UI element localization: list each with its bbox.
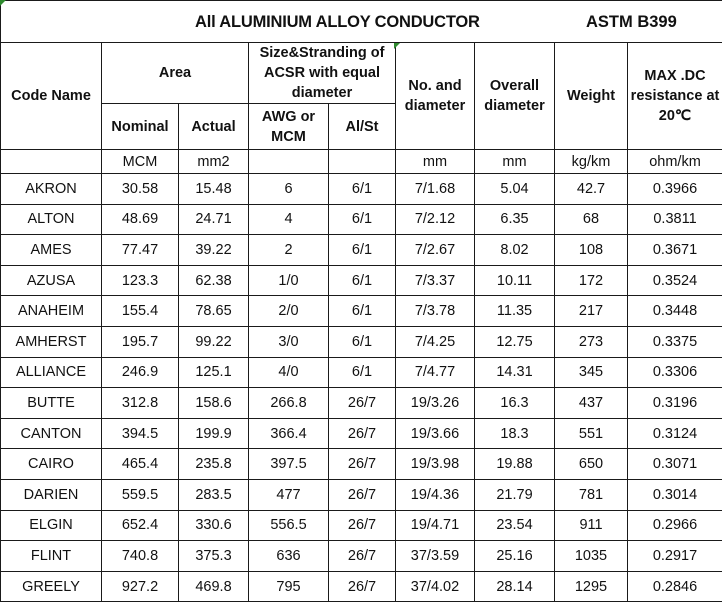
cell-nominal: 195.7 bbox=[102, 326, 179, 357]
cell-nominal: 465.4 bbox=[102, 449, 179, 480]
cell-resistance: 0.3811 bbox=[628, 204, 722, 235]
cell-code-name: DARIEN bbox=[1, 479, 102, 510]
cell-resistance: 0.3524 bbox=[628, 265, 722, 296]
cell-nominal: 927.2 bbox=[102, 571, 179, 602]
cell-actual: 199.9 bbox=[179, 418, 249, 449]
cell-weight: 172 bbox=[555, 265, 628, 296]
cell-code-name: CAIRO bbox=[1, 449, 102, 480]
cell-actual: 330.6 bbox=[179, 510, 249, 541]
cell-resistance: 0.3124 bbox=[628, 418, 722, 449]
cell-overall-diameter: 18.3 bbox=[475, 418, 555, 449]
cell-awg: 3/0 bbox=[249, 326, 329, 357]
cell-overall-diameter: 8.02 bbox=[475, 235, 555, 266]
unit-actual: mm2 bbox=[179, 150, 249, 174]
cell-no-diameter: 7/3.78 bbox=[396, 296, 475, 327]
cell-weight: 217 bbox=[555, 296, 628, 327]
cell-awg: 1/0 bbox=[249, 265, 329, 296]
cell-overall-diameter: 16.3 bbox=[475, 388, 555, 419]
cell-resistance: 0.2917 bbox=[628, 541, 722, 572]
units-row bbox=[1, 150, 722, 174]
table-row bbox=[1, 418, 722, 449]
cell-no-diameter: 7/1.68 bbox=[396, 174, 475, 205]
cell-alst: 6/1 bbox=[329, 204, 396, 235]
cell-actual: 158.6 bbox=[179, 388, 249, 419]
cell-nominal: 123.3 bbox=[102, 265, 179, 296]
table-row bbox=[1, 235, 722, 266]
cell-weight: 911 bbox=[555, 510, 628, 541]
cell-code-name: BUTTE bbox=[1, 388, 102, 419]
cell-alst: 26/7 bbox=[329, 449, 396, 480]
cell-resistance: 0.3196 bbox=[628, 388, 722, 419]
header-awg: AWG or MCM bbox=[249, 104, 329, 150]
unit-overall-diameter: mm bbox=[475, 150, 555, 174]
cell-alst: 6/1 bbox=[329, 235, 396, 266]
cell-alst: 26/7 bbox=[329, 418, 396, 449]
cell-nominal: 30.58 bbox=[102, 174, 179, 205]
table-row bbox=[1, 326, 722, 357]
cell-weight: 273 bbox=[555, 326, 628, 357]
cell-alst: 6/1 bbox=[329, 326, 396, 357]
cell-no-diameter: 7/3.37 bbox=[396, 265, 475, 296]
table-row bbox=[1, 449, 722, 480]
cell-no-diameter: 19/3.98 bbox=[396, 449, 475, 480]
cell-code-name: AZUSA bbox=[1, 265, 102, 296]
cell-awg: 2/0 bbox=[249, 296, 329, 327]
cell-alst: 26/7 bbox=[329, 571, 396, 602]
table-row bbox=[1, 571, 722, 602]
cell-awg: 2 bbox=[249, 235, 329, 266]
cell-weight: 437 bbox=[555, 388, 628, 419]
cell-actual: 235.8 bbox=[179, 449, 249, 480]
cell-overall-diameter: 5.04 bbox=[475, 174, 555, 205]
cell-overall-diameter: 14.31 bbox=[475, 357, 555, 388]
cell-alst: 6/1 bbox=[329, 296, 396, 327]
unit-weight: kg/km bbox=[555, 150, 628, 174]
cell-no-diameter: 19/4.71 bbox=[396, 510, 475, 541]
cell-resistance: 0.3448 bbox=[628, 296, 722, 327]
header-area: Area bbox=[102, 43, 249, 104]
unit-nominal: MCM bbox=[102, 150, 179, 174]
cell-resistance: 0.3966 bbox=[628, 174, 722, 205]
cell-awg: 477 bbox=[249, 479, 329, 510]
cell-weight: 42.7 bbox=[555, 174, 628, 205]
cell-weight: 650 bbox=[555, 449, 628, 480]
table-row bbox=[1, 204, 722, 235]
cell-awg: 6 bbox=[249, 174, 329, 205]
cell-overall-diameter: 21.79 bbox=[475, 479, 555, 510]
header-nominal: Nominal bbox=[102, 104, 179, 150]
cell-code-name: AKRON bbox=[1, 174, 102, 205]
unit-code-name bbox=[1, 150, 102, 174]
cell-code-name: FLINT bbox=[1, 541, 102, 572]
cell-no-diameter: 7/2.12 bbox=[396, 204, 475, 235]
header-code-name: Code Name bbox=[1, 43, 102, 150]
cell-actual: 125.1 bbox=[179, 357, 249, 388]
cell-code-name: GREELY bbox=[1, 571, 102, 602]
cell-alst: 6/1 bbox=[329, 357, 396, 388]
unit-alst bbox=[329, 150, 396, 174]
cell-alst: 26/7 bbox=[329, 541, 396, 572]
cell-overall-diameter: 25.16 bbox=[475, 541, 555, 572]
cell-weight: 345 bbox=[555, 357, 628, 388]
cell-code-name: ANAHEIM bbox=[1, 296, 102, 327]
table-row bbox=[1, 388, 722, 419]
cell-awg: 266.8 bbox=[249, 388, 329, 419]
cell-alst: 6/1 bbox=[329, 174, 396, 205]
cell-resistance: 0.2846 bbox=[628, 571, 722, 602]
cell-actual: 469.8 bbox=[179, 571, 249, 602]
cell-resistance: 0.3375 bbox=[628, 326, 722, 357]
cell-awg: 366.4 bbox=[249, 418, 329, 449]
cell-no-diameter: 7/4.77 bbox=[396, 357, 475, 388]
cell-weight: 68 bbox=[555, 204, 628, 235]
cell-no-diameter: 37/4.02 bbox=[396, 571, 475, 602]
cell-overall-diameter: 19.88 bbox=[475, 449, 555, 480]
cell-nominal: 48.69 bbox=[102, 204, 179, 235]
cell-nominal: 312.8 bbox=[102, 388, 179, 419]
cell-resistance: 0.3671 bbox=[628, 235, 722, 266]
cell-code-name: AMES bbox=[1, 235, 102, 266]
header-alst: Al/St bbox=[329, 104, 396, 150]
cell-overall-diameter: 23.54 bbox=[475, 510, 555, 541]
cell-actual: 283.5 bbox=[179, 479, 249, 510]
cell-alst: 6/1 bbox=[329, 265, 396, 296]
cell-awg: 4 bbox=[249, 204, 329, 235]
cell-awg: 795 bbox=[249, 571, 329, 602]
table-row bbox=[1, 479, 722, 510]
cell-awg: 636 bbox=[249, 541, 329, 572]
cell-comment-marker bbox=[394, 43, 400, 49]
cell-weight: 108 bbox=[555, 235, 628, 266]
cell-alst: 26/7 bbox=[329, 388, 396, 419]
standard-label: ASTM B399 bbox=[586, 13, 677, 31]
cell-nominal: 652.4 bbox=[102, 510, 179, 541]
cell-no-diameter: 19/3.26 bbox=[396, 388, 475, 419]
cell-resistance: 0.3306 bbox=[628, 357, 722, 388]
cell-nominal: 155.4 bbox=[102, 296, 179, 327]
cell-no-diameter: 7/2.67 bbox=[396, 235, 475, 266]
cell-actual: 39.22 bbox=[179, 235, 249, 266]
cell-code-name: CANTON bbox=[1, 418, 102, 449]
table-row bbox=[1, 296, 722, 327]
cell-overall-diameter: 12.75 bbox=[475, 326, 555, 357]
unit-no-diameter: mm bbox=[396, 150, 475, 174]
header-acsr: Size&Stranding of ACSR with equal diameter bbox=[249, 43, 396, 104]
cell-resistance: 0.3071 bbox=[628, 449, 722, 480]
cell-no-diameter: 7/4.25 bbox=[396, 326, 475, 357]
cell-code-name: ALTON bbox=[1, 204, 102, 235]
table-row bbox=[1, 510, 722, 541]
table-row bbox=[1, 541, 722, 572]
header-weight: Weight bbox=[555, 43, 628, 150]
cell-actual: 15.48 bbox=[179, 174, 249, 205]
table-title: All ALUMINIUM ALLOY CONDUCTOR bbox=[195, 13, 480, 31]
cell-actual: 99.22 bbox=[179, 326, 249, 357]
cell-code-name: AMHERST bbox=[1, 326, 102, 357]
cell-overall-diameter: 10.11 bbox=[475, 265, 555, 296]
cell-no-diameter: 37/3.59 bbox=[396, 541, 475, 572]
cell-alst: 26/7 bbox=[329, 510, 396, 541]
cell-actual: 24.71 bbox=[179, 204, 249, 235]
cell-nominal: 77.47 bbox=[102, 235, 179, 266]
cell-nominal: 246.9 bbox=[102, 357, 179, 388]
unit-resistance: ohm/km bbox=[628, 150, 722, 174]
cell-weight: 551 bbox=[555, 418, 628, 449]
cell-nominal: 394.5 bbox=[102, 418, 179, 449]
header-actual: Actual bbox=[179, 104, 249, 150]
cell-awg: 4/0 bbox=[249, 357, 329, 388]
title-cell bbox=[1, 1, 722, 43]
cell-actual: 62.38 bbox=[179, 265, 249, 296]
cell-no-diameter: 19/4.36 bbox=[396, 479, 475, 510]
header-resistance: MAX .DC resistance at 20℃ bbox=[628, 43, 722, 150]
cell-overall-diameter: 6.35 bbox=[475, 204, 555, 235]
table-row bbox=[1, 357, 722, 388]
cell-nominal: 559.5 bbox=[102, 479, 179, 510]
cell-overall-diameter: 11.35 bbox=[475, 296, 555, 327]
cell-code-name: ELGIN bbox=[1, 510, 102, 541]
header-overall-diameter: Overall diameter bbox=[475, 43, 555, 150]
cell-weight: 1295 bbox=[555, 571, 628, 602]
cell-no-diameter: 19/3.66 bbox=[396, 418, 475, 449]
cell-alst: 26/7 bbox=[329, 479, 396, 510]
cell-overall-diameter: 28.14 bbox=[475, 571, 555, 602]
cell-resistance: 0.2966 bbox=[628, 510, 722, 541]
header-no-diameter: No. and diameter bbox=[396, 43, 475, 150]
cell-code-name: ALLIANCE bbox=[1, 357, 102, 388]
cell-actual: 78.65 bbox=[179, 296, 249, 327]
cell-weight: 781 bbox=[555, 479, 628, 510]
table-row bbox=[1, 265, 722, 296]
cell-nominal: 740.8 bbox=[102, 541, 179, 572]
cell-resistance: 0.3014 bbox=[628, 479, 722, 510]
cell-awg: 556.5 bbox=[249, 510, 329, 541]
table-row bbox=[1, 174, 722, 205]
cell-weight: 1035 bbox=[555, 541, 628, 572]
cell-awg: 397.5 bbox=[249, 449, 329, 480]
cell-actual: 375.3 bbox=[179, 541, 249, 572]
unit-awg bbox=[249, 150, 329, 174]
